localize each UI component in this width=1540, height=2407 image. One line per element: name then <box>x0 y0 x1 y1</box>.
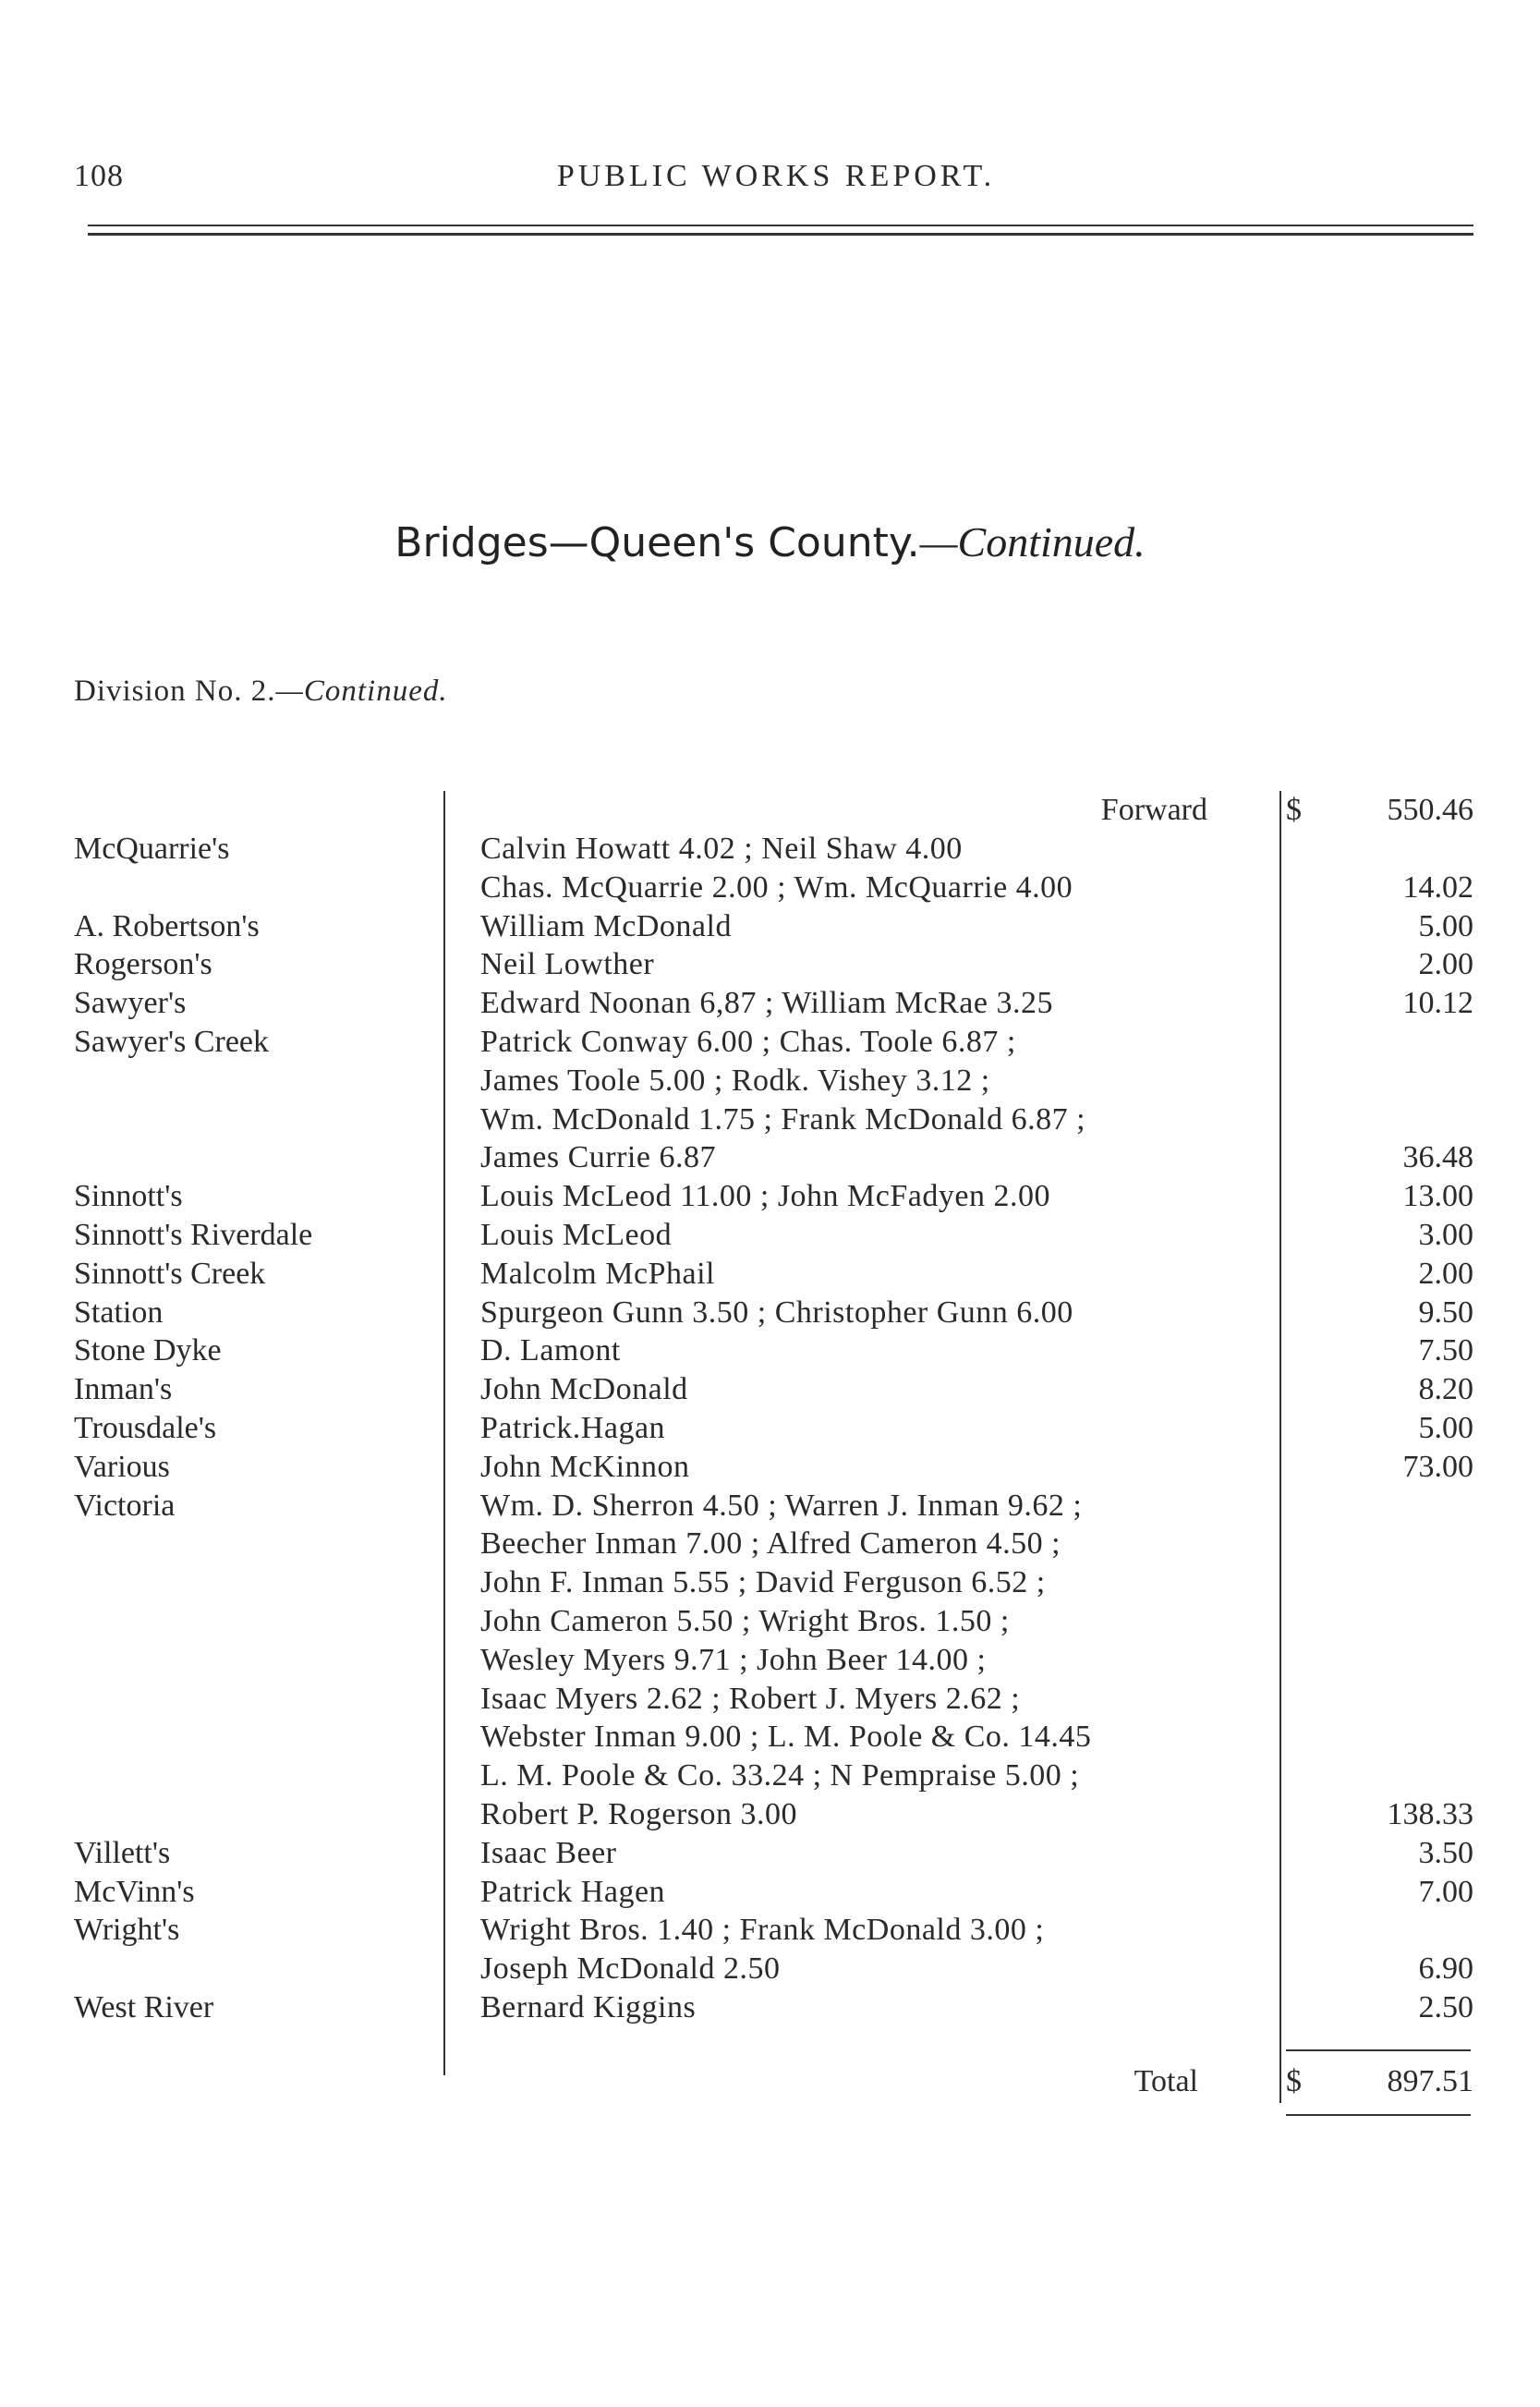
running-title: PUBLIC WORKS REPORT. <box>556 159 996 193</box>
bridge-name: Inman's <box>74 1372 173 1407</box>
bridge-name: Victoria <box>74 1488 176 1523</box>
table-row <box>0 984 1540 1023</box>
payee-list: James Toole 5.00 ; Rodk. Vishey 3.12 ; <box>480 1063 990 1098</box>
payee-list: Wesley Myers 9.71 ; John Beer 14.00 ; <box>480 1642 987 1677</box>
table-row <box>0 1138 1540 1177</box>
bridge-name: Sinnott's Riverdale <box>74 1218 313 1252</box>
section-title-text: Bridges—Queen's County. <box>394 519 920 566</box>
payee-list: John McDonald <box>480 1372 688 1407</box>
payee-list: Webster Inman 9.00 ; L. M. Poole & Co. 14.45 <box>480 1720 1092 1755</box>
row-amount: 5.00 <box>1418 1411 1473 1445</box>
row-amount: 9.50 <box>1418 1295 1473 1330</box>
bridge-name: Rogerson's <box>74 947 212 982</box>
table-row <box>0 1641 1540 1680</box>
forward-amount: 550.46 <box>1387 793 1473 827</box>
table-row <box>0 1525 1540 1563</box>
table-row <box>0 1370 1540 1409</box>
row-amount: 2.50 <box>1418 1990 1473 2024</box>
total-rule-top <box>1286 2049 1471 2051</box>
bridge-name: McQuarrie's <box>74 832 230 866</box>
payee-list: Robert P. Rogerson 3.00 <box>480 1797 797 1831</box>
table-row <box>0 1795 1540 1834</box>
payee-list: Isaac Beer <box>480 1835 617 1870</box>
table-row <box>0 1950 1540 1988</box>
bridge-name: Station <box>74 1295 164 1330</box>
total-row <box>0 2062 1540 2101</box>
table-row <box>0 1834 1540 1873</box>
table-row <box>0 1873 1540 1912</box>
header-rule-thick <box>88 233 1473 236</box>
table-row <box>0 1216 1540 1255</box>
table-row <box>0 1988 1540 2027</box>
bridge-name: Stone Dyke <box>74 1333 222 1368</box>
bridge-name: Sawyer's <box>74 986 187 1021</box>
payee-list: Neil Lowther <box>480 947 655 982</box>
payee-list: Louis McLeod <box>480 1218 673 1252</box>
forward-currency: $ <box>1286 793 1302 827</box>
payee-list: Isaac Myers 2.62 ; Robert J. Myers 2.62 ; <box>480 1681 1021 1716</box>
table-row <box>0 1255 1540 1294</box>
table-row <box>0 1602 1540 1641</box>
division-label: Division No. 2. <box>74 675 276 708</box>
payee-list: Wm. McDonald 1.75 ; Frank McDonald 6.87 ; <box>480 1101 1086 1137</box>
section-title <box>0 517 1540 566</box>
row-amount: 2.00 <box>1418 947 1473 982</box>
table-row <box>0 1023 1540 1062</box>
row-amount: 10.12 <box>1402 986 1473 1021</box>
payee-list: Malcolm McPhail <box>480 1256 715 1291</box>
payee-list: Wm. D. Sherron 4.50 ; Warren J. Inman 9.62 ; <box>480 1488 1083 1523</box>
table-row <box>0 907 1540 946</box>
payee-list: Patrick.Hagan <box>480 1411 666 1445</box>
section-title-continued: —Continued. <box>919 518 1146 565</box>
payee-list: Joseph McDonald 2.50 <box>480 1951 781 1987</box>
table-row <box>0 1487 1540 1526</box>
row-amount: 5.00 <box>1418 908 1473 943</box>
row-amount: 3.00 <box>1418 1218 1473 1252</box>
row-amount: 2.00 <box>1418 1256 1473 1291</box>
payee-list: Patrick Hagen <box>480 1874 666 1909</box>
total-rule-bottom <box>1286 2114 1471 2116</box>
bridge-name: A. Robertson's <box>74 908 260 943</box>
page-header <box>74 159 1478 205</box>
page-number: 108 <box>74 159 124 193</box>
payee-list: Bernard Kiggins <box>480 1990 697 2024</box>
bridge-name: Sawyer's Creek <box>74 1025 270 1059</box>
bridge-name: Wright's <box>74 1913 180 1948</box>
payee-list: John Cameron 5.50 ; Wright Bros. 1.50 ; <box>480 1604 1010 1638</box>
bridge-name: West River <box>74 1990 214 2024</box>
division-heading <box>74 675 448 709</box>
row-amount: 6.90 <box>1418 1951 1473 1987</box>
table-row <box>0 1331 1540 1370</box>
row-amount: 13.00 <box>1402 1179 1473 1214</box>
forward-row <box>0 791 1540 830</box>
bridge-name: Trousdale's <box>74 1411 217 1445</box>
table-row <box>0 1448 1540 1487</box>
payee-list: William McDonald <box>480 908 732 943</box>
total-label: Total <box>1134 2064 1198 2098</box>
forward-label: Forward <box>1100 793 1207 827</box>
ledger-table <box>0 791 1540 2098</box>
payee-list: Calvin Howatt 4.02 ; Neil Shaw 4.00 <box>480 832 963 866</box>
table-row <box>0 1100 1540 1139</box>
table-row <box>0 869 1540 907</box>
payee-list: Louis McLeod 11.00 ; John McFadyen 2.00 <box>480 1179 1050 1214</box>
bridge-name: Sinnott's <box>74 1179 183 1214</box>
row-amount: 8.20 <box>1418 1372 1473 1407</box>
payee-list: L. M. Poole & Co. 33.24 ; N Pempraise 5.00 ; <box>480 1758 1080 1793</box>
payee-list: Beecher Inman 7.00 ; Alfred Cameron 4.50 ; <box>480 1526 1061 1562</box>
payee-list: James Currie 6.87 <box>480 1140 716 1175</box>
bridge-name: McVinn's <box>74 1874 195 1909</box>
table-row <box>0 830 1540 869</box>
row-amount: 7.50 <box>1418 1333 1473 1368</box>
row-amount: 14.02 <box>1402 869 1473 905</box>
row-amount: 138.33 <box>1387 1797 1473 1831</box>
payee-list: Patrick Conway 6.00 ; Chas. Toole 6.87 ; <box>480 1025 1016 1059</box>
bridge-name: Various <box>74 1449 170 1484</box>
table-row <box>0 1718 1540 1757</box>
division-continued: —Continued. <box>275 675 448 708</box>
row-amount: 3.50 <box>1418 1835 1473 1870</box>
row-amount: 7.00 <box>1418 1874 1473 1909</box>
payee-list: Edward Noonan 6,87 ; William McRae 3.25 <box>480 986 1053 1021</box>
payee-list: Wright Bros. 1.40 ; Frank McDonald 3.00 ; <box>480 1913 1045 1948</box>
table-row <box>0 1294 1540 1332</box>
table-row <box>0 1409 1540 1448</box>
header-rule-thin <box>88 225 1473 226</box>
payee-list: John F. Inman 5.55 ; David Ferguson 6.52 ; <box>480 1565 1046 1600</box>
table-row <box>0 1911 1540 1950</box>
table-row <box>0 1062 1540 1100</box>
table-row <box>0 1563 1540 1602</box>
payee-list: Chas. McQuarrie 2.00 ; Wm. McQuarrie 4.00 <box>480 869 1073 905</box>
bridge-name: Sinnott's Creek <box>74 1256 266 1291</box>
total-currency: $ <box>1286 2064 1302 2098</box>
table-row <box>0 1177 1540 1216</box>
bridge-name: Villett's <box>74 1835 171 1870</box>
table-row <box>0 945 1540 984</box>
payee-list: D. Lamont <box>480 1333 621 1368</box>
payee-list: Spurgeon Gunn 3.50 ; Christopher Gunn 6.00 <box>480 1295 1073 1330</box>
table-row <box>0 1757 1540 1795</box>
table-row <box>0 1680 1540 1719</box>
row-amount: 36.48 <box>1402 1140 1473 1175</box>
row-amount: 73.00 <box>1402 1449 1473 1484</box>
total-amount: 897.51 <box>1387 2064 1473 2098</box>
payee-list: John McKinnon <box>480 1449 690 1484</box>
